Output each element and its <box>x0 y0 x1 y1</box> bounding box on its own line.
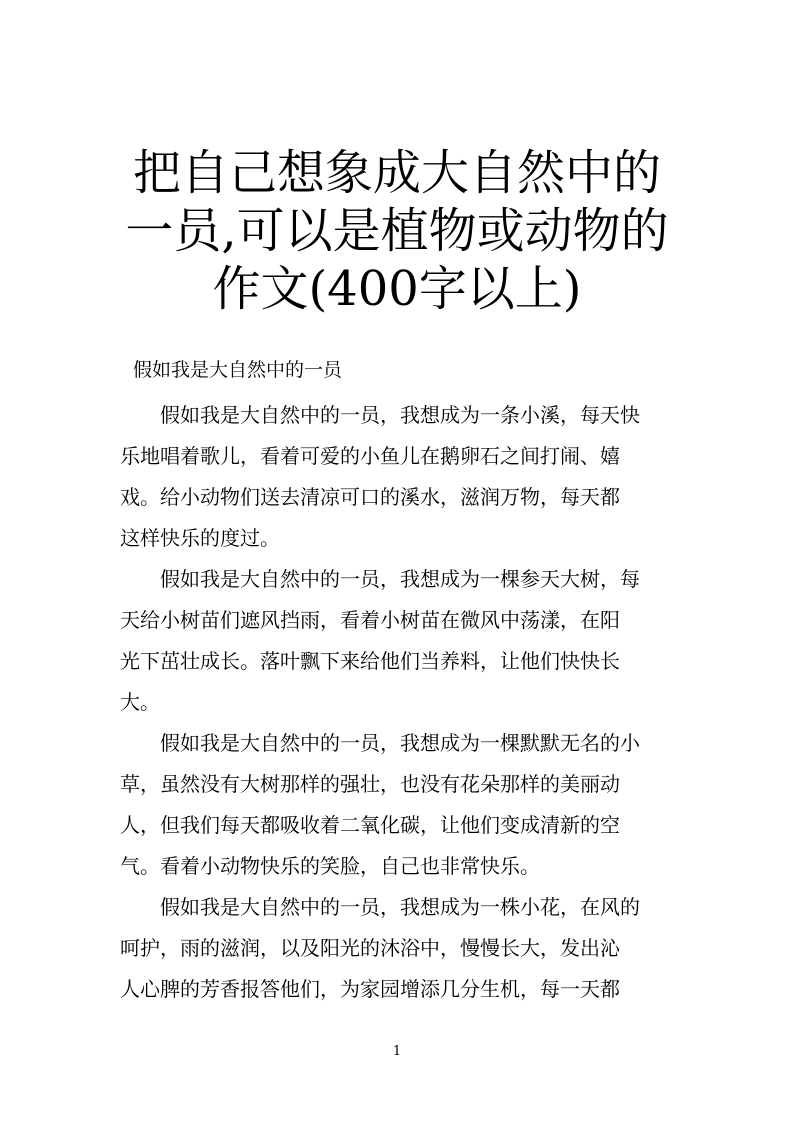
text-line: 戏。给小动物们送去清凉可口的溪水，滋润万物，每天都 <box>120 485 620 509</box>
title-line: 把自己想象成大自然中的 <box>132 145 661 201</box>
text-line: 草，虽然没有大树那样的强壮，也没有花朵那样的美丽动 <box>120 772 620 796</box>
text-line: 这样快乐的度过。 <box>120 526 280 550</box>
text-line: 假如我是大自然中的一员，我想成为一株小花，在风的 <box>160 895 640 919</box>
text-line: 假如我是大自然中的一员，我想成为一棵参天大树，每 <box>160 567 640 591</box>
text-line: 天给小树苗们遮风挡雨，看着小树苗在微风中荡漾，在阳 <box>120 608 620 632</box>
text-line: 乐地唱着歌儿，看着可爱的小鱼儿在鹅卵石之间打闹、嬉 <box>120 444 620 468</box>
text-line: 大。 <box>120 690 160 714</box>
paragraph <box>120 887 680 1010</box>
paragraph <box>120 395 680 559</box>
text-line: 人，但我们每天都吸收着二氧化碳，让他们变成清新的空 <box>120 813 620 837</box>
page-title <box>100 144 694 318</box>
title-line: 作文(400字以上) <box>212 261 582 317</box>
paragraph <box>120 723 680 887</box>
text-line: 气。看着小动物快乐的笑脸，自己也非常快乐。 <box>120 854 540 878</box>
text-line: 假如我是大自然中的一员，我想成为一棵默默无名的小 <box>160 731 640 755</box>
essay-subtitle: 假如我是大自然中的一员 <box>133 359 343 381</box>
text-line: 人心脾的芳香报答他们，为家园增添几分生机，每一天都 <box>120 977 620 1001</box>
title-line: 一员,可以是植物或动物的 <box>125 203 669 259</box>
essay-body <box>120 395 680 1010</box>
paragraph <box>120 559 680 723</box>
text-line: 光下茁壮成长。落叶飘下来给他们当养料，让他们快快长 <box>120 649 620 673</box>
page-number: 1 <box>392 1044 402 1059</box>
text-line: 假如我是大自然中的一员，我想成为一条小溪，每天快 <box>160 403 640 427</box>
text-line: 呵护，雨的滋润，以及阳光的沐浴中，慢慢长大，发出沁 <box>120 936 620 960</box>
